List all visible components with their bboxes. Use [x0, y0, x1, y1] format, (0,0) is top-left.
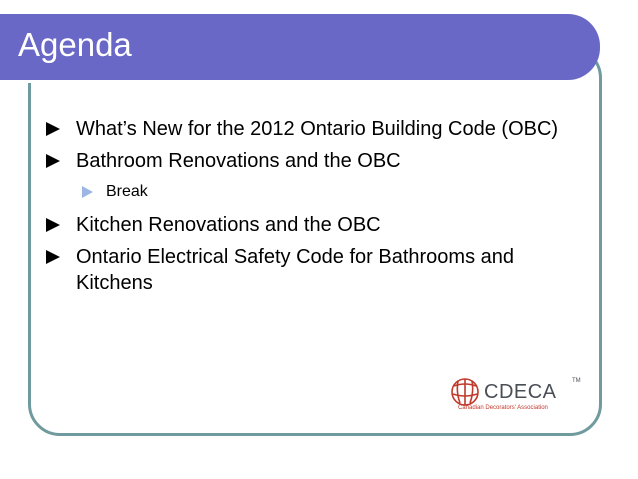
agenda-subitem-text: Break: [106, 183, 148, 200]
logo-tagline: Canadian Decorators' Association: [458, 405, 548, 411]
agenda-item-text: Bathroom Renovations and the OBC: [76, 150, 401, 172]
agenda-item-text: Kitchen Renovations and the OBC: [76, 214, 381, 236]
bullet-icon: [46, 154, 60, 168]
cdeca-logo: [448, 376, 581, 414]
logo-trademark: TM: [572, 378, 581, 384]
bullet-icon: [46, 218, 60, 232]
agenda-item: [46, 244, 586, 296]
agenda-subitem: [46, 180, 586, 204]
agenda-item: [46, 116, 586, 142]
sub-bullet-icon: [82, 186, 93, 198]
slide-title: Agenda: [18, 26, 132, 63]
bullet-icon: [46, 250, 60, 264]
agenda-item: [46, 212, 586, 238]
bullet-icon: [46, 122, 60, 136]
agenda-item-text: What’s New for the 2012 Ontario Building Code (OBC): [76, 118, 559, 140]
agenda-item: [46, 148, 586, 174]
agenda-item-text: Ontario Electrical Safety Code for Bathrooms and Kitchens: [76, 246, 514, 294]
agenda-list: [46, 116, 586, 302]
logo-wordmark: CDECA: [484, 381, 557, 403]
title-underline: [0, 80, 596, 83]
